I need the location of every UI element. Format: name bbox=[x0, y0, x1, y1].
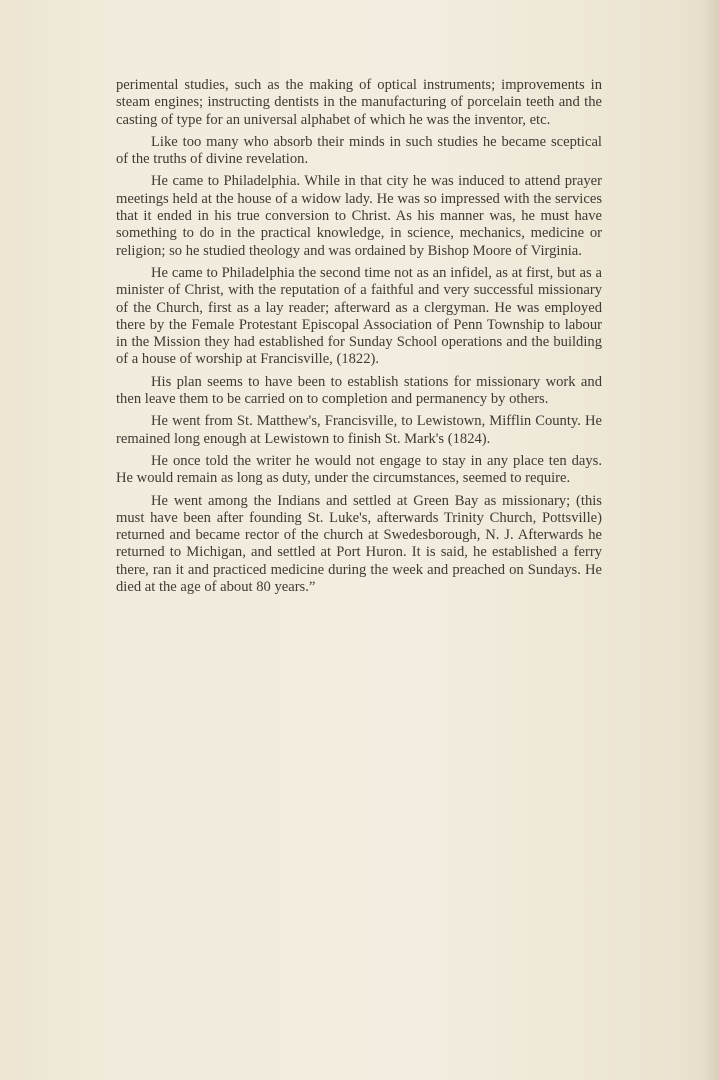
page-edge-shadow bbox=[705, 0, 719, 1080]
paragraph-4: He came to Philadelphia the second time not as an infidel, as at first, but as a minister of Christ, with the reputation of a faithful and very successful missionary of the Church, first as a lay reader; afterward as a clergyman. He was employed there by the Female Protestant Episcopal Association of Penn Township to labour in the Mission they had established for Sunday School operations and the building of a house of worship at Francisville, (1822). bbox=[116, 264, 602, 368]
paragraph-7: He once told the writer he would not engage to stay in any place ten days. He would remain as long as duty, under the circumstances, seemed to require. bbox=[116, 452, 602, 487]
paragraph-6: He went from St. Matthew's, Francisville, to Lewistown, Mifflin County. He remained long enough at Lewistown to finish St. Mark's (1824). bbox=[116, 413, 602, 447]
paragraph-1: perimental studies, such as the making of optical instruments; improvements in steam engines; instructing dentists in the manufacturing of porcelain teeth and the casting of type for an universal alphabet of which he was the inventor, etc. bbox=[116, 77, 602, 128]
paragraph-3: He came to Philadelphia. While in that city he was induced to attend prayer meetings held at the house of a widow lady. He was so impressed with the services that it ended in his true conversion to Christ. As his manner was, he must have something to do in the practical knowledge, in science, mechanics, medicine or religion; so he studied theology and was ordained by Bishop Moore of Virginia. bbox=[116, 173, 602, 259]
paragraph-5: His plan seems to have been to establish stations for missionary work and then leave them to be carried on to completion and permanency by others. bbox=[116, 373, 602, 408]
paragraph-8: He went among the Indians and settled at Green Bay as missionary; (this must have been after founding St. Luke's, afterwards Trinity Church, Pottsville) returned and became rector of the church at Swedesborough, N. J. Afterwards he returned to Michigan, and settled at Port Huron. It is said, he established a ferry there, ran it and practiced medicine during the week and preached on Sundays. He died at the age of about 80 years.” bbox=[116, 492, 602, 596]
paragraph-2: Like too many who absorb their minds in such studies he became sceptical of the truths of divine revelation. bbox=[116, 133, 602, 168]
body-text bbox=[116, 77, 602, 601]
